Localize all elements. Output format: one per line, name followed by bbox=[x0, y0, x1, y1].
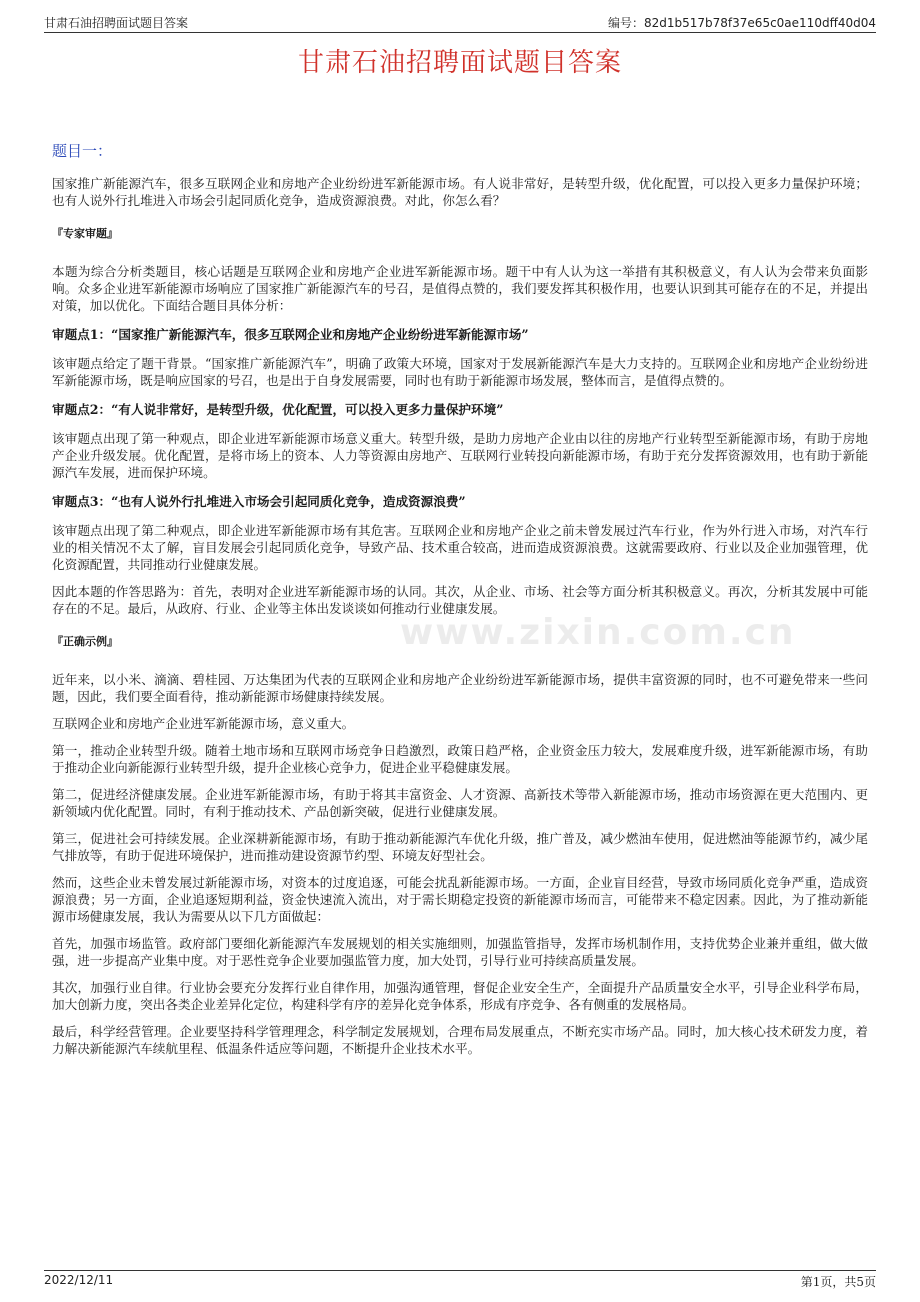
example-paragraph-8: 其次，加强行业自律。行业协会要充分发挥行业自律作用，加强沟通管理，督促企业安全生产，全面提升产品质量安全水平，引导企业科学布局，加大创新力度，突出各类企业差异化定位，构建科学有序的差异化竞争体系，形成有序竞争、各有侧重的发展格局。 bbox=[52, 980, 868, 1012]
example-paragraph-6: 然而，这些企业未曾发展过新能源市场，对资本的过度追逐，可能会扰乱新能源市场。一方面，企业盲目经营，导致市场同质化竞争严重，造成资源浪费；另一方面，企业追逐短期利益，资金快速流入流出，对于需长期稳定投资的新能源市场而言，可能带来不稳定因素。因此，为了推动新能源市场健康发展，我认为需要从以下几方面做起： bbox=[52, 875, 868, 924]
example-paragraph-1: 近年来，以小米、滴滴、碧桂园、万达集团为代表的互联网企业和房地产企业纷纷进军新能源市场，提供丰富资源的同时，也不可避免带来一些问题，因此，我们要全面看待，推动新能源市场健康持续发展。 bbox=[52, 672, 868, 704]
example-paragraph-3: 第一，推动企业转型升级。随着土地市场和互联网市场竞争日趋激烈，政策日趋严格，企业资金压力较大，发展难度升级，进军新能源市场，有助于推动企业向新能源行业转型升级，提升企业核心竞争力，促进企业平稳健康发展。 bbox=[52, 743, 868, 775]
review-point-1-text: 该审题点给定了题干背景。“国家推广新能源汽车”，明确了政策大环境，国家对于发展新能源汽车是大力支持的。互联网企业和房地产企业纷纷进军新能源市场，既是响应国家的号召，也是出于自身发展需要，同时也有助于新能源市场发展，整体而言，是值得点赞的。 bbox=[52, 356, 868, 388]
header-doc-name: 甘肃石油招聘面试题目答案 bbox=[44, 16, 189, 30]
example-paragraph-4: 第二，促进经济健康发展。企业进军新能源市场，有助于将其丰富资金、人才资源、高新技术等带入新能源市场，推动市场资源在更大范围内、更新领域内优化配置。同时，有利于推动技术、产品创新突破，促进行业健康发展。 bbox=[52, 787, 868, 819]
review-point-3-title: 审题点3：“也有人说外行扎堆进入市场会引起同质化竞争，造成资源浪费” bbox=[52, 494, 466, 509]
review-point-2-text: 该审题点出现了第一种观点，即企业进军新能源市场意义重大。转型升级，是助力房地产企业由以往的房地产行业转型至新能源市场，有助于房地产企业升级发展。优化配置，是将市场上的资本、人力等资源由房地产、互联网行业转投向新能源市场，有助于充分发挥资源效用，也有助于新能源汽车发展，进而保护环境。 bbox=[52, 431, 868, 480]
question-text: 国家推广新能源汽车，很多互联网企业和房地产企业纷纷进军新能源市场。有人说非常好，是转型升级，优化配置，可以投入更多力量保护环境；也有人说外行扎堆进入市场会引起同质化竞争，造成资源浪费。对此，你怎么看？ bbox=[52, 176, 868, 208]
example-paragraph-2: 互联网企业和房地产企业进军新能源市场，意义重大。 bbox=[52, 716, 355, 731]
review-point-3-text: 该审题点出现了第二种观点，即企业进军新能源市场有其危害。互联网企业和房地产企业之前未曾发展过汽车行业，作为外行进入市场，对汽车行业的相关情况不太了解，盲目发展会引起同质化竞争，导致产品、技术重合较高，进而造成资源浪费。这就需要政府、行业以及企业加强管理，优化资源配置，共同推动行业健康发展。 bbox=[52, 523, 868, 572]
example-paragraph-5: 第三，促进社会可持续发展。企业深耕新能源市场，有助于推动新能源汽车优化升级，推广普及，减少燃油车使用，促进燃油等能源节约，减少尾气排放等，有助于促进环境保护，进而推动建设资源节约型、环境友好型社会。 bbox=[52, 831, 868, 863]
page-header bbox=[44, 10, 876, 33]
page-footer bbox=[44, 1270, 876, 1293]
footer-page-number: 第1页，共5页 bbox=[800, 1275, 876, 1289]
review-point-1-title: 审题点1：“国家推广新能源汽车，很多互联网企业和房地产企业纷纷进军新能源市场” bbox=[52, 327, 529, 342]
header-code-label: 编号： bbox=[607, 16, 644, 30]
header-doc-code bbox=[608, 14, 876, 31]
example-paragraph-7: 首先，加强市场监管。政府部门要细化新能源汽车发展规划的相关实施细则，加强监管指导，发挥市场机制作用，支持优势企业兼并重组，做大做强，进一步提高产业集中度。对于恶性竞争企业要加强监管力度，加大处罚，引导行业可持续高质量发展。 bbox=[52, 936, 868, 968]
expert-review-tag: 『专家审题』 bbox=[52, 227, 118, 240]
example-paragraph-9: 最后，科学经营管理。企业要坚持科学管理理念，科学制定发展规划，合理布局发展重点，不断充实市场产品。同时，加大核心技术研发力度，着力解决新能源汽车续航里程、低温条件适应等问题，不断提升企业技术水平。 bbox=[52, 1024, 868, 1056]
watermark: www.zixin.com.cn bbox=[400, 612, 796, 653]
correct-example-tag: 『正确示例』 bbox=[52, 635, 118, 648]
document-body bbox=[52, 140, 868, 1067]
expert-intro: 本题为综合分析类题目，核心话题是互联网企业和房地产企业进军新能源市场。题干中有人认为这一举措有其积极意义，有人认为会带来负面影响。众多企业进军新能源市场响应了国家推广新能源汽车的号召，是值得点赞的，我们要发挥其积极作用，也要认识到其可能存在的不足，并提出对策，加以优化。下面结合题目具体分析： bbox=[52, 264, 868, 313]
review-point-2-title: 审题点2：“有人说非常好，是转型升级，优化配置，可以投入更多力量保护环境” bbox=[52, 402, 504, 417]
answer-approach: 因此本题的作答思路为：首先，表明对企业进军新能源市场的认同。其次，从企业、市场、社会等方面分析其积极意义。再次，分析其发展中可能存在的不足。最后，从政府、行业、企业等主体出发谈谈如何推动行业健康发展。 bbox=[52, 584, 868, 616]
document-title: 甘肃石油招聘面试题目答案 bbox=[297, 48, 622, 78]
header-code-value: 82d1b517b78f37e65c0ae110dff40d04 bbox=[644, 16, 876, 30]
footer-date: 2022/12/11 bbox=[44, 1273, 114, 1287]
question-heading: 题目一： bbox=[52, 142, 113, 160]
